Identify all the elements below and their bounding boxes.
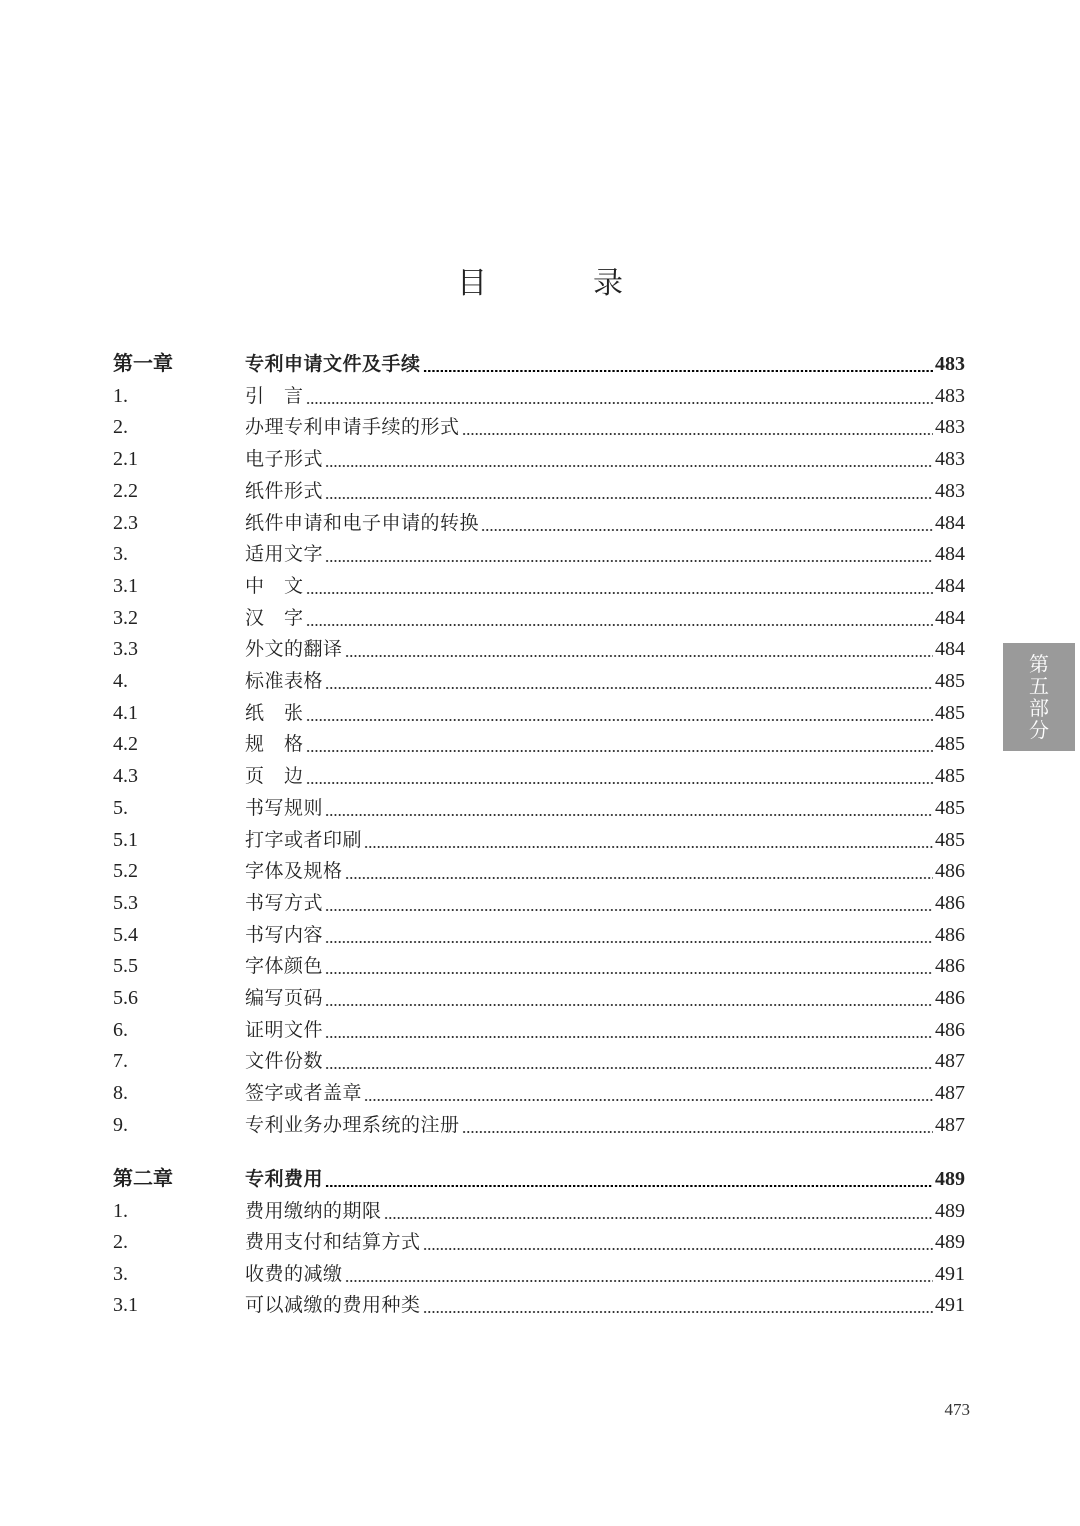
dot-leader [325, 1004, 933, 1006]
toc-chapter-row[interactable] [113, 349, 965, 379]
toc-entry-page: 486 [935, 891, 965, 914]
toc-entry-number: 9. [113, 1113, 128, 1136]
toc-entry-title: 纸件申请和电子申请的转换 [245, 511, 480, 534]
dot-leader [325, 1185, 933, 1187]
toc-entry-title: 适用文字 [245, 543, 324, 566]
toc-entry-page: 483 [935, 384, 965, 407]
section-tab-char: 分 [1029, 718, 1049, 742]
dot-leader [345, 877, 933, 879]
dot-leader [306, 750, 933, 752]
toc-chapter-row[interactable] [113, 1164, 965, 1194]
toc-entry-title: 标准表格 [245, 670, 324, 692]
toc-row[interactable] [113, 1110, 965, 1140]
toc-entry-page: 483 [935, 479, 965, 502]
dot-leader [325, 814, 933, 816]
toc-entry-number: 5.2 [113, 860, 138, 883]
toc-row[interactable] [113, 1046, 965, 1076]
toc-entry-title: 费用支付和结算方式 [245, 1231, 421, 1254]
dot-leader [462, 433, 933, 435]
toc-row[interactable] [113, 634, 965, 664]
dot-leader [325, 687, 933, 689]
toc-row[interactable] [113, 729, 965, 759]
page-number: 473 [944, 1400, 970, 1419]
dot-leader [325, 497, 933, 499]
toc-entry-title: 字体及规格 [245, 860, 343, 883]
toc-entry-page: 484 [935, 606, 965, 629]
dot-leader [481, 529, 933, 531]
toc-entry-title: 规 格 [245, 733, 304, 756]
toc-entry-page: 483 [935, 416, 965, 439]
toc-entry-title: 可以减缴的费用种类 [245, 1294, 421, 1317]
toc-entry-number: 4.1 [113, 701, 138, 724]
dot-leader [306, 402, 933, 404]
dot-leader [325, 909, 933, 911]
toc-entry-title: 文件份数 [245, 1050, 324, 1073]
toc-entry-number: 1. [113, 384, 128, 407]
toc-row[interactable] [113, 951, 965, 981]
toc-row[interactable] [113, 761, 965, 791]
toc-entry-page: 484 [935, 574, 965, 597]
toc-entry-page: 484 [935, 638, 965, 661]
dot-leader [325, 1067, 933, 1069]
toc-entry-number: 5.4 [113, 923, 138, 946]
toc-entry-title: 书写规则 [245, 796, 324, 819]
toc-entry-page: 485 [935, 796, 965, 819]
toc-entry-number: 5.6 [113, 987, 138, 1009]
toc-row[interactable] [113, 603, 965, 633]
toc-entry-title: 打字或者印刷 [245, 828, 363, 851]
toc-entry-number: 4.2 [113, 733, 138, 756]
page-title: 目 录 [457, 266, 661, 301]
toc-row[interactable] [113, 508, 965, 538]
toc-row[interactable] [113, 1227, 965, 1257]
toc-entry-number: 第一章 [113, 353, 173, 375]
toc-entry-number: 2.2 [113, 479, 138, 502]
toc-entry-title: 收费的减缴 [245, 1262, 343, 1285]
toc-entry-number: 3.2 [113, 606, 138, 629]
toc-entry-page: 491 [935, 1262, 965, 1285]
toc-entry-title: 专利申请文件及手续 [245, 353, 421, 375]
dot-leader [325, 465, 933, 467]
toc-entry-number: 3.1 [113, 1294, 138, 1317]
toc-row[interactable] [113, 1196, 965, 1226]
toc-entry-number: 3. [113, 543, 128, 566]
toc-entry-number: 第二章 [113, 1168, 173, 1190]
toc-entry-page: 485 [935, 701, 965, 724]
toc-row[interactable] [113, 793, 965, 823]
toc-entry-title: 书写内容 [245, 923, 324, 946]
toc-entry-page: 489 [935, 1199, 965, 1222]
toc-entry-number: 3.3 [113, 638, 138, 661]
toc-entry-number: 4. [113, 670, 128, 692]
toc-entry-page: 483 [935, 448, 965, 471]
toc-entry-title: 中 文 [245, 574, 304, 597]
toc-row[interactable] [113, 698, 965, 728]
toc-entry-page: 484 [935, 511, 965, 534]
toc-entry-page: 483 [935, 353, 965, 375]
toc-row[interactable] [113, 825, 965, 855]
section-tab-char: 五 [1029, 674, 1049, 698]
toc-entry-title: 专利业务办理系统的注册 [245, 1113, 460, 1136]
toc-row[interactable] [113, 1015, 965, 1045]
toc-entry-number: 5.3 [113, 891, 138, 914]
toc-entry-title: 外文的翻译 [245, 638, 343, 661]
toc-row[interactable] [113, 920, 965, 950]
toc-entry-title: 引 言 [245, 384, 304, 407]
dot-leader [423, 370, 933, 372]
toc-entry-page: 491 [935, 1294, 965, 1317]
toc-row[interactable] [113, 1290, 965, 1320]
toc-entry-page: 487 [935, 1082, 965, 1105]
dot-leader [306, 592, 933, 594]
toc-entry-title: 汉 字 [245, 606, 304, 629]
dot-leader [345, 1280, 933, 1282]
toc-row[interactable] [113, 539, 965, 569]
toc-row[interactable] [113, 412, 965, 442]
toc-entry-number: 5. [113, 796, 128, 819]
toc-entry-number: 8. [113, 1082, 128, 1105]
toc-entry-number: 6. [113, 1018, 128, 1041]
toc-entry-number: 3.1 [113, 574, 138, 597]
dot-leader [364, 1099, 933, 1101]
dot-leader [364, 846, 933, 848]
dot-leader [423, 1311, 933, 1313]
toc-entry-page: 487 [935, 1050, 965, 1073]
toc-entry-page: 487 [935, 1113, 965, 1136]
toc-entry-page: 485 [935, 670, 965, 692]
dot-leader [423, 1248, 933, 1250]
toc-entry-title: 签字或者盖章 [245, 1082, 363, 1105]
toc-row[interactable] [113, 571, 965, 601]
dot-leader [306, 719, 933, 721]
toc-entry-page: 485 [935, 765, 965, 788]
toc-row[interactable] [113, 1078, 965, 1108]
toc-entry-title: 页 边 [245, 765, 304, 788]
toc-entry-title: 电子形式 [245, 448, 324, 471]
dot-leader [306, 624, 933, 626]
dot-leader [462, 1131, 933, 1133]
toc-entry-page: 489 [935, 1231, 965, 1254]
toc-entry-title: 书写方式 [245, 891, 324, 914]
toc-entry-page: 489 [935, 1168, 965, 1190]
toc-row[interactable] [113, 856, 965, 886]
dot-leader [384, 1217, 933, 1219]
toc-entry-page: 486 [935, 987, 965, 1009]
dot-leader [325, 560, 933, 562]
toc-entry-number: 2. [113, 416, 128, 439]
toc-row[interactable] [113, 381, 965, 411]
toc-entry-page: 486 [935, 1018, 965, 1041]
toc-row[interactable] [113, 476, 965, 506]
toc-entry-title: 字体颜色 [245, 955, 324, 978]
dot-leader [325, 1036, 933, 1038]
toc-entry-number: 3. [113, 1262, 128, 1285]
toc-entry-number: 2.3 [113, 511, 138, 534]
section-tab-char: 部 [1029, 696, 1049, 720]
toc-entry-number: 4.3 [113, 765, 138, 788]
toc-entry-number: 2. [113, 1231, 128, 1254]
toc-entry-page: 486 [935, 923, 965, 946]
toc-entry-number: 5.5 [113, 955, 138, 978]
toc-entry-title: 办理专利申请手续的形式 [245, 416, 460, 439]
toc-entry-page: 484 [935, 543, 965, 566]
toc-entry-number: 5.1 [113, 828, 138, 851]
dot-leader [325, 941, 933, 943]
toc-row[interactable] [113, 1259, 965, 1289]
toc-entry-page: 485 [935, 733, 965, 756]
toc-row[interactable] [113, 888, 965, 918]
section-tab-char: 第 [1029, 652, 1049, 676]
toc-row[interactable] [113, 666, 965, 696]
toc-entry-number: 1. [113, 1199, 128, 1222]
toc-entry-title: 证明文件 [245, 1018, 324, 1041]
toc-entry-title: 专利费用 [245, 1168, 324, 1190]
dot-leader [325, 972, 933, 974]
toc-entry-page: 486 [935, 860, 965, 883]
toc-row[interactable] [113, 983, 965, 1013]
toc-entry-title: 编写页码 [245, 987, 324, 1009]
section-tab [1003, 643, 1075, 751]
toc-entry-title: 纸件形式 [245, 479, 324, 502]
toc-entry-title: 费用缴纳的期限 [245, 1199, 382, 1222]
toc-entry-page: 485 [935, 828, 965, 851]
dot-leader [345, 655, 933, 657]
toc-entry-number: 7. [113, 1050, 128, 1073]
toc-entry-page: 486 [935, 955, 965, 978]
toc-entry-number: 2.1 [113, 448, 138, 471]
toc-row[interactable] [113, 444, 965, 474]
dot-leader [306, 782, 933, 784]
toc-entry-title: 纸 张 [245, 701, 304, 724]
